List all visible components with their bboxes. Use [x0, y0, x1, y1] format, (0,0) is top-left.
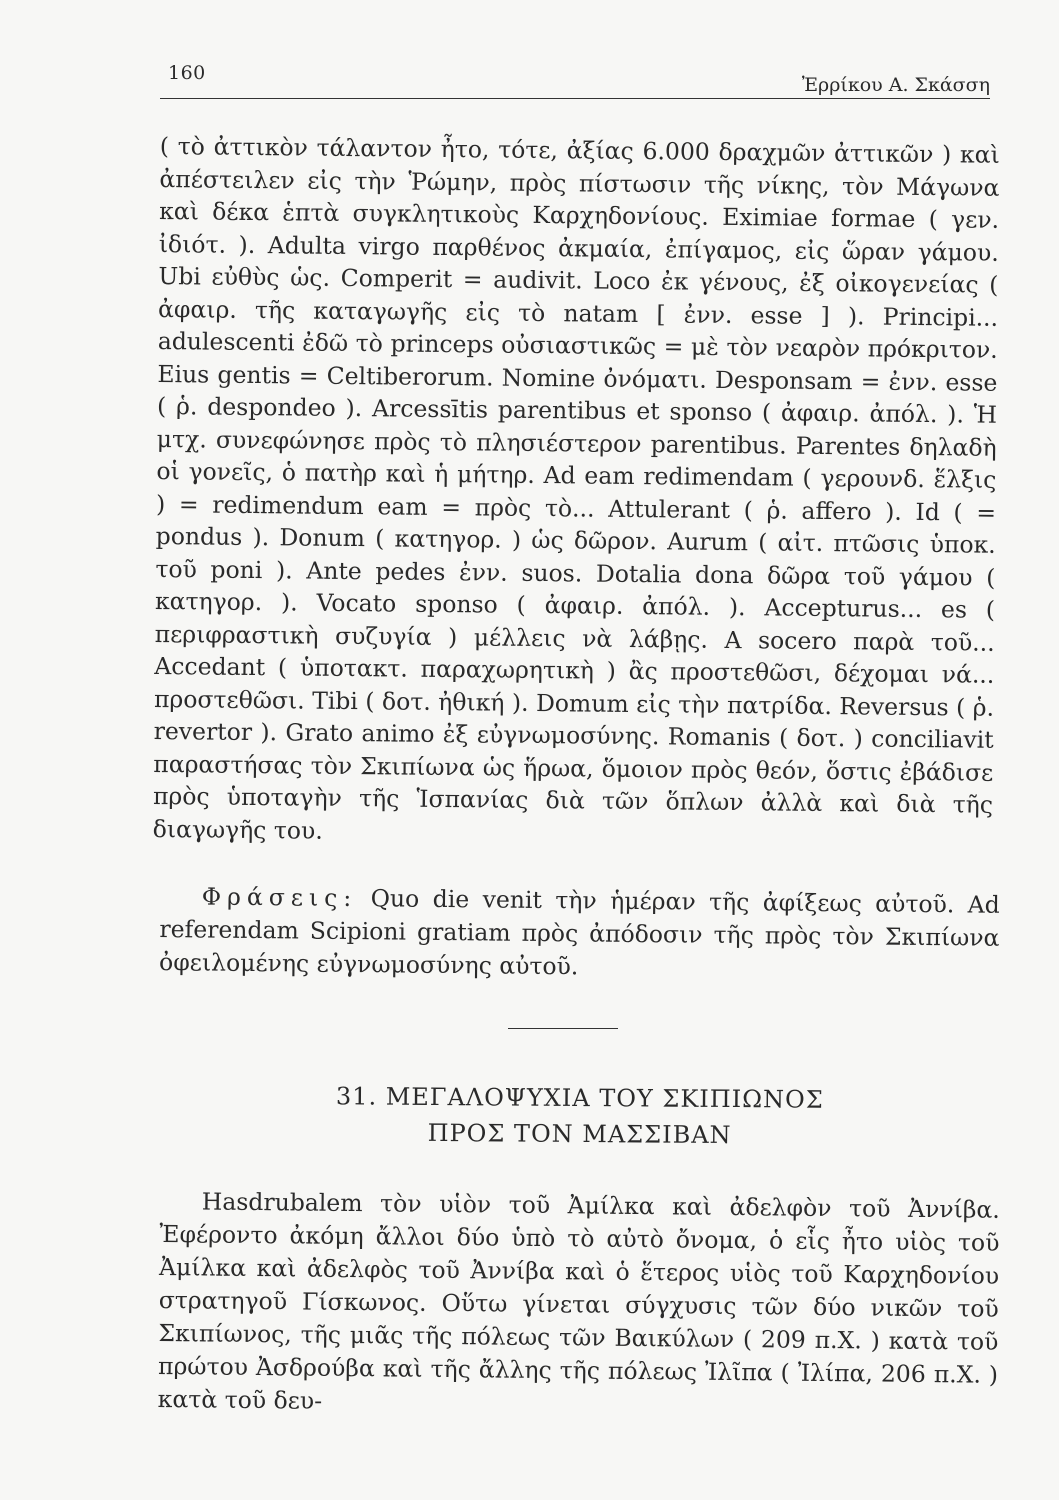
section-title-line-1: 31. ΜΕΓΑΛΟΨΥΧΙΑ ΤΟΥ ΣΚΙΠΙΩΝΟΣ: [335, 1082, 824, 1114]
section-text: [158, 1185, 1000, 1425]
commentary-text: [153, 130, 1000, 854]
phrases-section: [159, 880, 1000, 988]
page-number: 160: [168, 62, 206, 84]
section-title: [160, 1077, 1000, 1155]
commentary-paragraph: ( τὸ ἀττικὸν τάλαντον ἦτο, τότε, ἀξίας 6.000 δραχμῶν ἀττικῶν ) καὶ ἀπέστειλεν εἰς τὴν Ῥώμην, πρὸς πίστωσιν τῆς νίκης, τὸν Μάγωνα καὶ δέκα ἑπτὰ συγκλητικοὺς Καρχηδονίους. Eximiae formae ( γεν. ἰδιότ. ). Adulta virgo παρθένος ἀκμαία, ἐπίγαμος, εἰς ὥραν γάμου. Ubi εὐθὺς ὡς. Comperit = audivit. Loco ἐκ γένους, ἐξ οἰκογενείας ( ἀφαιρ. τῆς καταγωγῆς εἰς τὸ natam [ ἐνν. esse ] ). Principi... adulescenti ἐδῶ τὸ princeps οὐσιαστικῶς = μὲ τὸν νεαρὸν πρόκριτον. Eius gentis = Celtiberorum. Nomine ὀνόματι. Desponsam = ἐνν. esse ( ῥ. despondeo ). Arcessītis parentibus et sponso ( ἀφαιρ. ἀπόλ. ). Ἡ μτχ. συνεφώνησε πρὸς τὸ πλησιέστερον parentibus. Parentes δηλαδὴ οἱ γονεῖς, ὁ πατὴρ καὶ ἡ μήτηρ. Ad eam redimendam ( γερουνδ. ἕλξις ) = redimendum eam = πρὸς τὸ... Attulerant ( ῥ. affero ). Id ( = pondus ). Donum ( κατηγορ. ) ὡς δῶρον. Aurum ( αἰτ. πτῶσις ὑποκ. τοῦ poni ). Ante pedes ἐνν. suos. Dotalia dona δῶρα τοῦ γάμου ( κατηγορ. ). Vocato sponso ( ἀφαιρ. ἀπόλ. ). Accepturus... es ( περιφραστικὴ συζυγία ) μέλλεις νὰ λάβῃς. A socero παρὰ τοῦ... Accedant ( ὑποτακτ. παραχωρητικὴ ) ἂς προστεθῶσι, δέχομαι νά... προστεθῶσι. Tibi ( δοτ. ἠθική ). Domum εἰς τὴν πατρίδα. Reversus ( ῥ. revertor ). Grato animo ἐξ εὐγνωμοσύνης. Romanis ( δοτ. ) conciliavit παραστήσας τὸν Σκιπίωνα ὡς ἥρωα, ὅμοιον πρὸς θεόν, ὅστις ἐβάδισε πρὸς ὑποταγὴν τῆς Ἱσπανίας διὰ τῶν ὅπλων ἀλλὰ καὶ διὰ τῆς διαγωγῆς του.: [152, 131, 1000, 845]
section-title-line-2: ΠΡΟΣ ΤΟΝ ΜΑΣΣΙΒΑΝ: [427, 1118, 732, 1150]
running-head-author: Ἐρρίκου Α. Σκάσση: [801, 74, 990, 96]
page-header: [160, 56, 990, 96]
phrases-text: Quo die venit τὴν ἡμέραν τῆς ἀφίξεως αὐτοῦ. Ad referendam Scipioni gratiam πρὸς ἀπόδοσιν τῆς πρὸς τὸν Σκιπίωνα ὀφειλομένης εὐγνωμοσύνης αὐτοῦ.: [158, 884, 1000, 981]
phrases-label: Φράσεις:: [201, 882, 358, 913]
section-separator: [508, 1028, 618, 1029]
header-rule: [160, 98, 990, 99]
phrases-paragraph: [159, 880, 1000, 988]
section-paragraph: Hasdrubalem τὸν υἱὸν τοῦ Ἀμίλκα καὶ ἀδελφὸν τοῦ Ἀννίβα. Ἐφέροντο ἀκόμη ἄλλοι δύο ὑπὸ τὸ αὐτὸ ὄνομα, ὁ εἷς ἦτο υἱὸς τοῦ Ἀμίλκα καὶ ἀδελφὸς τοῦ Ἀννίβα καὶ ὁ ἕτερος υἱὸς τοῦ Καρχηδονίου στρατηγοῦ Γίσκωνος. Οὕτω γίνεται σύγχυσις τῶν δύο νικῶν τοῦ Σκιπίωνος, τῆς μιᾶς τῆς πόλεως τῶν Βαικύλων ( 209 π.Χ. ) κατὰ τοῦ πρώτου Ἀσδρούβα καὶ τῆς ἄλλης τῆς πόλεως Ἰλῖπα ( Ἰλίπα, 206 π.Χ. ) κατὰ τοῦ δευ-: [157, 1187, 1000, 1415]
